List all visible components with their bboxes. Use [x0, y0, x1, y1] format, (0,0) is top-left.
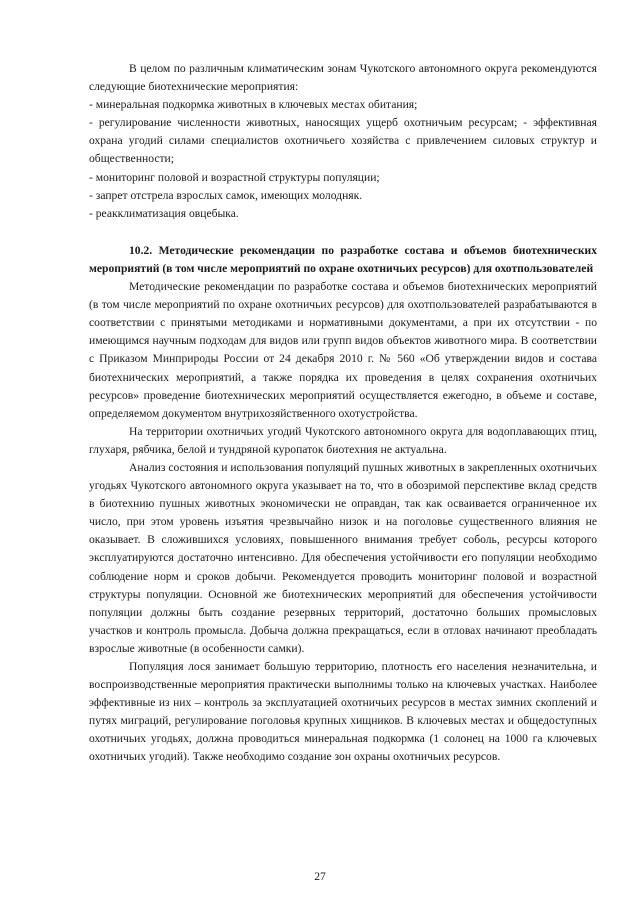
- section-paragraph: Анализ состояния и использования популяций пушных животных в закрепленных охотничьих угодьях Чукотского автономного округа указывает на то, что в обозримой перспективе вклад средств в биотехнию пушных животных экономически не оправдан, так как осваивается ограниченное их число, при этом уровень изъятия чрезвычайно низок и на поголовье существенного влияния не оказывает. В сложившихся условиях, повышенного внимания требует соболь, ресурсы которого эксплуатируются достаточно интенсивно. Для обеспечения устойчивости его популяции необходимо соблюдение норм и сроков добычи. Рекомендуется проводить мониторинг половой и возрастной структуры популяции. Основной же биотехнических мероприятий для обеспечения устойчивости популяции должны быть создание резервных территорий, достаточно больших промысловых участков и контроль промысла. Добыча должна прекращаться, если в отловах начинают преобладать взрослые животные (в особенности самки).: [89, 460, 597, 655]
- section-paragraph: Методические рекомендации по разработке состава и объемов биотехнических мероприятий (в том числе мероприятий по охране охотничьих ресурсов) для охотпользователей разрабатываются в соответствии с принятыми методиками и нормативными документами, а при их отсутствии - по имеющимся научным подходам для видов или групп видов объектов животного мира. В соответствии с Приказом Минприроды России от 24 декабря 2010 г. № 560 «Об утверждении видов и состава биотехнических мероприятий, а также порядка их проведения в целях сохранения охотничьих ресурсов» проведение биотехнических мероприятий осуществляется ежегодно, в объеме и составе, определяемом документом внутрихозяйственного охотустройства.: [89, 280, 597, 420]
- measure-item: - регулирование численности животных, наносящих ущерб охотничьим ресурсам; - эффективная охрана угодий силами специалистов охотничьего хозяйства с привлечением силовых структур и общественности;: [89, 116, 597, 166]
- section-heading: 10.2. Методические рекомендации по разработке состава и объемов биотехнических мероприятий (в том числе мероприятий по охране охотничьих ресурсов) для охотпользователей: [89, 243, 597, 275]
- document-page: [89, 60, 597, 767]
- measure-item: - минеральная подкормка животных в ключевых местах обитания;: [89, 98, 418, 112]
- section-spacer: [89, 223, 597, 242]
- measure-item: - запрет отстрела взрослых самок, имеющих молодняк.: [89, 188, 363, 202]
- measure-item: - мониторинг половой и возрастной структуры популяции;: [89, 170, 380, 184]
- page-number: 27: [314, 870, 326, 883]
- section-paragraph: На территории охотничьих угодий Чукотского автономного округа для водоплавающих птиц, глухаря, рябчика, белой и тундряной куропаток биотехния не актуальна.: [89, 424, 597, 456]
- measure-item: - реакклиматизация овцебыка.: [89, 206, 239, 220]
- section-paragraph: Популяция лося занимает большую территорию, плотность его населения незначительна, и воспроизводственные мероприятия практически выполнимы только на ключевых участках. Наиболее эффективные из них – контроль за эксплуатацией охотничьих ресурсов в местах зимних скоплений и путях миграций, регулирование поголовья крупных хищников. В ключевых местах и общедоступных охотничьих угодьях, должна проводиться минеральная подкормка (1 солонец на 1000 га ключевых охотничьих угодий). Также необходимо создание зон охраны охотничьих ресурсов.: [89, 660, 597, 764]
- measures-list: [89, 96, 597, 223]
- intro-paragraph: В целом по различным климатическим зонам Чукотского автономного округа рекомендуются следующие биотехнические мероприятия:: [89, 62, 597, 94]
